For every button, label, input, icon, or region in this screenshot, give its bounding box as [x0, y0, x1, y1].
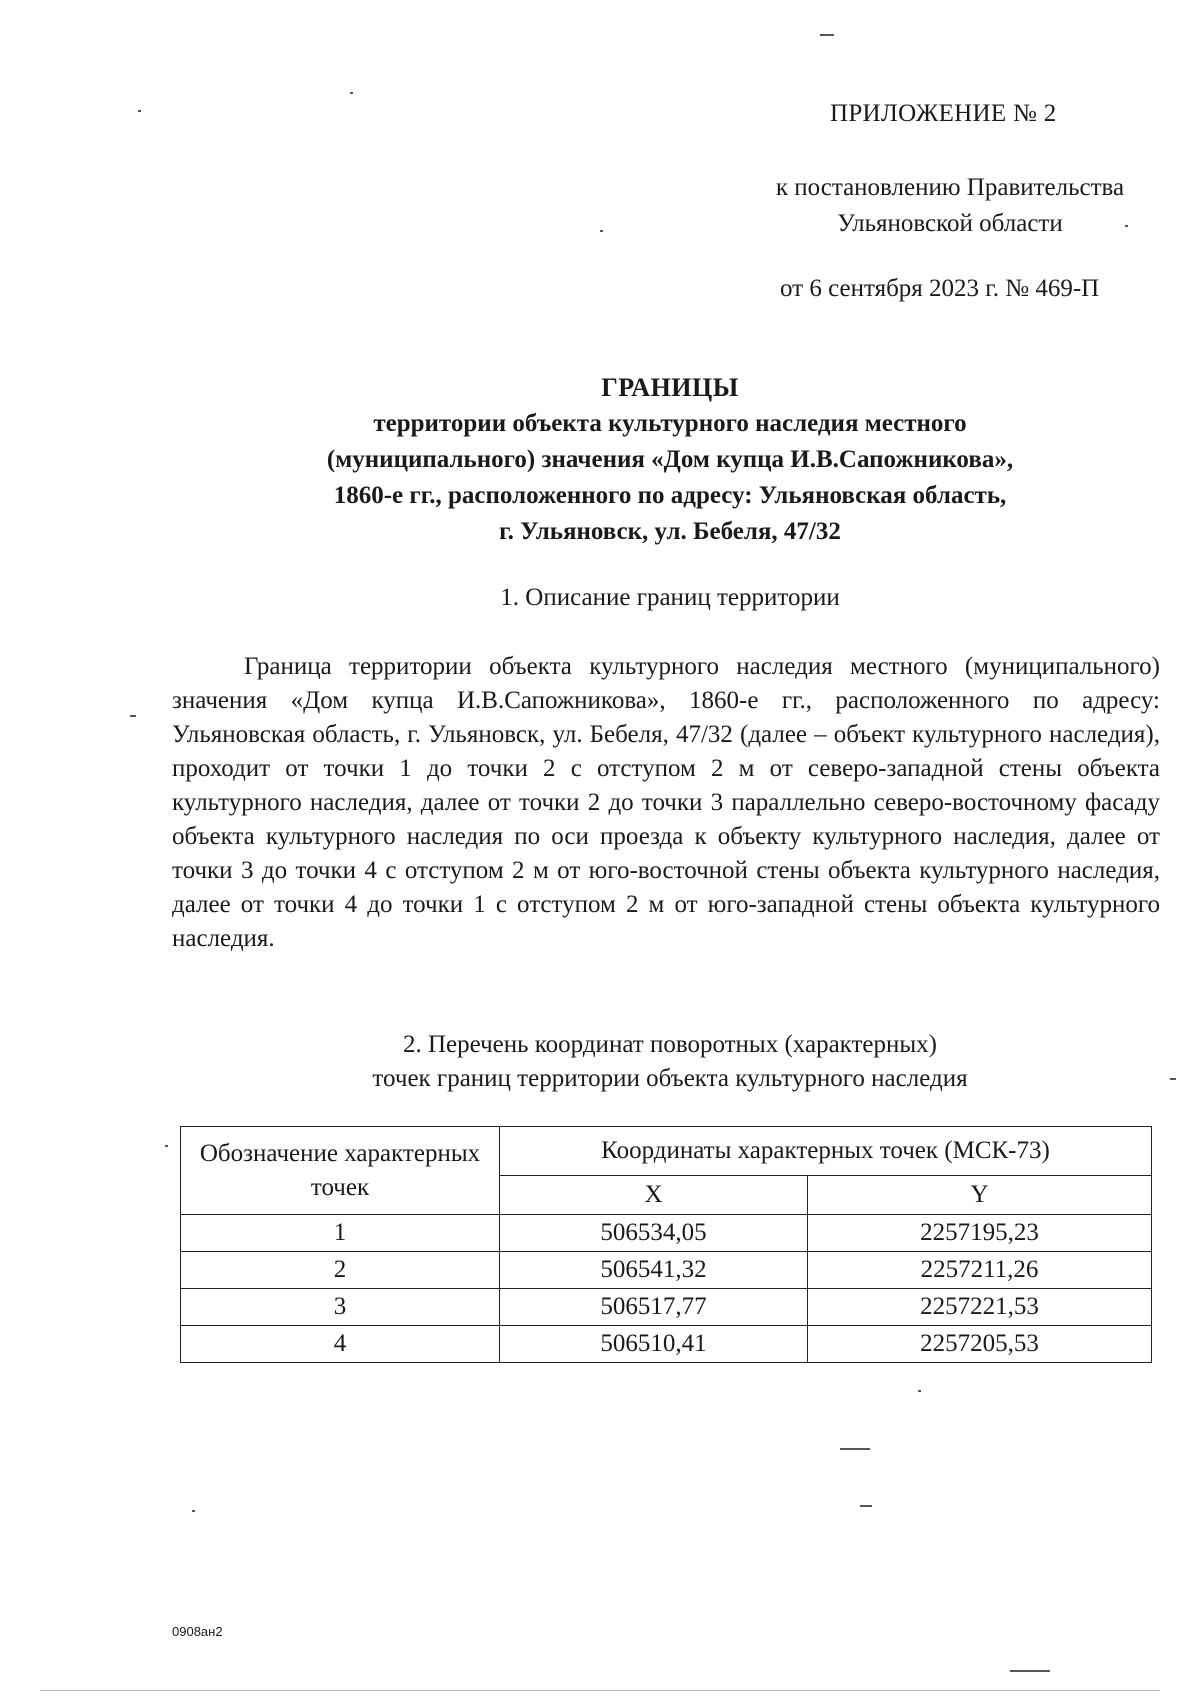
title-line-3: 1860-е гг., расположенного по адресу: Ульяновская область, [333, 482, 1007, 509]
document-code: 0908ан2 [172, 1624, 223, 1639]
table-row [181, 1252, 1152, 1289]
decree-line-2: Ульяновской области [837, 210, 1063, 237]
scan-speck [1010, 1670, 1050, 1672]
table-row [181, 1289, 1152, 1326]
title-line-4: г. Ульяновск, ул. Бебеля, 47/32 [499, 518, 841, 545]
scan-speck [840, 1448, 870, 1450]
scan-speck [1125, 225, 1128, 227]
header-y: Y [808, 1176, 1152, 1215]
scan-speck [1170, 1078, 1176, 1080]
point-y: 2257211,26 [808, 1252, 1152, 1289]
title-main: ГРАНИЦЫ [601, 373, 739, 402]
point-y: 2257205,53 [808, 1326, 1152, 1363]
boundary-description: Граница территории объекта культурного наследия местного (муниципального) значения «Дом купца И.В.Сапожникова», 1860-е гг., расположенного по адресу: Ульяновская область, г. Ульяновск, ул. Бебеля, 47/32 (далее – объект культурного наследия), проходит от точки 1 до точки 2 с отступом 2 м от северо-западной стены объекта культурного наследия, далее от точки 2 до точки 3 параллельно северо-восточному фасаду объекта культурного наследия по оси проезда к объекту культурного наследия, далее от точки 3 до точки 4 с отступом 2 м от юго-восточной стены объекта культурного наследия, далее от точки 4 до точки 1 с отступом 2 м от юго-западной стены объекта культурного наследия. [172, 653, 1160, 952]
scan-edge [40, 1690, 1160, 1691]
scan-speck [138, 110, 141, 112]
scan-speck [918, 1390, 921, 1392]
header-x: X [500, 1176, 808, 1215]
decree-date: от 6 сентября 2023 г. № 469-П [780, 275, 1100, 302]
table-row [181, 1326, 1152, 1363]
title-line-2: (муниципального) значения «Дом купца И.В.Сапожникова», [326, 446, 1014, 473]
scan-speck [192, 1510, 195, 1512]
point-y: 2257221,53 [808, 1289, 1152, 1326]
document-title [180, 370, 1160, 550]
point-x: 506517,77 [500, 1289, 808, 1326]
point-x: 506541,32 [500, 1252, 808, 1289]
title-line-1: территории объекта культурного наследия местного [373, 410, 967, 437]
section-2-heading-line-1: 2. Перечень координат поворотных (характерных) [402, 1031, 938, 1058]
coordinates-table [180, 1126, 1152, 1363]
header-designation: Обозначение характерных точек [181, 1127, 500, 1215]
point-number: 4 [181, 1326, 500, 1363]
scan-speck [860, 1505, 872, 1507]
section-2-heading [180, 1028, 1160, 1096]
point-number: 3 [181, 1289, 500, 1326]
point-y: 2257195,23 [808, 1215, 1152, 1252]
point-x: 506510,41 [500, 1326, 808, 1363]
decree-line-1: к постановлению Правительства [775, 174, 1125, 201]
scan-speck [165, 1145, 168, 1147]
scan-speck [350, 92, 353, 94]
point-x: 506534,05 [500, 1215, 808, 1252]
appendix-label: ПРИЛОЖЕНИЕ № 2 [830, 100, 1057, 127]
scan-speck [820, 34, 834, 36]
section-2-heading-line-2: точек границ территории объекта культурного наследия [372, 1065, 968, 1092]
scan-speck [600, 230, 603, 232]
scan-speck [130, 715, 136, 717]
point-number: 2 [181, 1252, 500, 1289]
table-row [181, 1215, 1152, 1252]
section-1-heading: 1. Описание границ территории [500, 584, 840, 611]
decree-reference [740, 170, 1160, 242]
header-coordinates: Координаты характерных точек (МСК-73) [500, 1127, 1152, 1176]
point-number: 1 [181, 1215, 500, 1252]
